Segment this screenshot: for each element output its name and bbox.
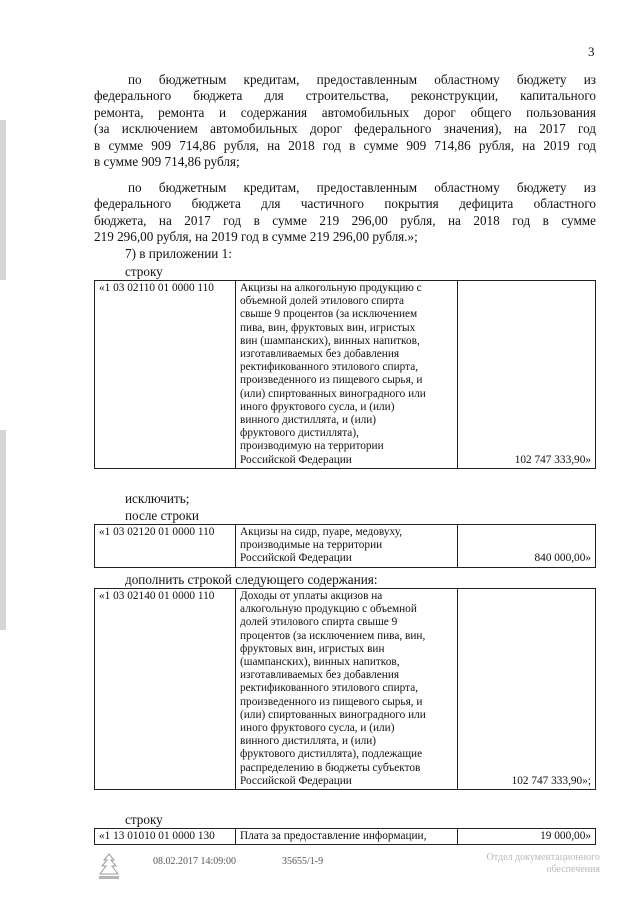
amount-cell: 102 747 333,90»; [458, 589, 596, 790]
amount-cell: 102 747 333,90» [458, 281, 596, 469]
paragraph-road-credits [94, 72, 596, 170]
label-exclude: исключить; [125, 491, 190, 506]
cell-text-line: Российской Федерации [240, 552, 352, 565]
cell-text-line: ректификованного этилового спирта, [240, 361, 419, 374]
cell-text-line: фруктовых вин, игристых вин [240, 642, 385, 655]
income-table-row-cider [94, 524, 596, 568]
cell-text-line: изготавливаемых без добавления [240, 669, 400, 682]
label-row: строку [125, 264, 163, 279]
income-name-cell [236, 589, 458, 790]
table-row [95, 525, 596, 568]
text-line: по бюджетным кредитам, предоставленным областному бюджету из [128, 72, 596, 87]
table-row [95, 829, 596, 845]
income-table-row-info-fee [94, 828, 596, 845]
cell-text-line: распределению в бюджеты субъектов [240, 761, 421, 774]
cell-text-line: винного дистиллята, и (или) [240, 735, 377, 748]
cell-text-line: долей этилового спирта свыше 9 [240, 616, 398, 629]
scan-margin-mark [0, 120, 6, 280]
cell-text-line: произведенного из пищевого сырья, и [240, 374, 423, 387]
table-row [95, 589, 596, 790]
cell-text-line: производимые на территории [240, 539, 383, 552]
cell-text-line: объемной долей этилового спирта [240, 295, 404, 308]
cell-text-line: Акцизы на сидр, пуаре, медовуху, [240, 526, 403, 538]
cell-text-line: (или) спиртованных виноградного или [240, 387, 426, 400]
paragraph-deficit-credits [94, 180, 596, 246]
kbk-code-cell: «1 13 01010 01 0000 130 [95, 829, 236, 845]
text-line: бюджета, на 2017 год в сумме 219 296,00 рубля, на 2018 год в сумме [94, 212, 596, 228]
cell-text-line: Акцизы на алкогольную продукцию с [240, 282, 422, 294]
cell-text-line: изготавливаемых без добавления [240, 348, 400, 361]
kbk-code-cell: «1 03 02120 01 0000 110 [95, 525, 236, 568]
label-row: строку [125, 812, 163, 827]
cell-text-line: ректификованного этилового спирта, [240, 682, 419, 695]
text-line: в сумме 909 714,86 рубля; [94, 154, 240, 170]
cell-text-line: иного фруктового сусла, и (или) [240, 722, 395, 735]
text-line: (за исключением автомобильных дорог федерального значения), на 2017 год [94, 121, 596, 137]
item-7-heading: 7) в приложении 1: [125, 246, 232, 261]
label-add-row: дополнить строкой следующего содержания: [125, 572, 378, 587]
table-row [95, 281, 596, 469]
cell-text-line: пива, вин, фруктовых вин, игристых [240, 321, 416, 334]
cell-text-line: процентов (за исключением пива, вин, [240, 629, 426, 642]
cell-text-line: производимую на территории [240, 440, 384, 453]
income-table-row-excise-alcohol [94, 280, 596, 469]
text-line: федерального бюджета для частичного покрытия дефицита областного [94, 196, 596, 212]
income-name-cell [236, 281, 458, 469]
cell-text-line: фруктового дистиллята), подлежащие [240, 748, 423, 761]
cell-text-line: Российской Федерации [240, 774, 352, 787]
kbk-code-cell: «1 03 02140 01 0000 110 [95, 589, 236, 790]
cell-text-line: произведенного из пищевого сырья, и [240, 695, 423, 708]
income-name-cell [236, 525, 458, 568]
footer-datetime: 08.02.2017 14:09:00 [153, 856, 237, 867]
cell-text-line: (или) спиртованных виноградного или [240, 708, 426, 721]
cell-text-line: вин (шампанских), винных напитков, [240, 334, 420, 347]
text-line: по бюджетным кредитам, предоставленным областному бюджету из [128, 180, 596, 195]
cell-text-line: свыше 9 процентов (за исключением [240, 308, 418, 321]
cell-text-line: иного фруктового сусла, и (или) [240, 400, 395, 413]
page-number: 3 [588, 44, 595, 59]
cell-text-line: Доходы от уплаты акцизов на [240, 590, 383, 602]
cell-text-line: алкогольную продукцию с объемной [240, 603, 417, 616]
watermark-line: обеспечения [546, 864, 600, 875]
text-line: в сумме 909 714,86 рубля, на 2018 год в сумме 909 714,86 рубля, на 2019 год [94, 137, 596, 153]
amount-cell: 19 000,00» [458, 829, 596, 845]
scan-margin-mark [0, 430, 6, 630]
text-line: ремонта, ремонта и содержания автомобильных дорог общего пользования [94, 104, 596, 120]
cell-text-line: Российской Федерации [240, 453, 352, 466]
watermark-line: Отдел документационного [486, 852, 600, 863]
income-name-cell [236, 829, 458, 845]
department-watermark [470, 852, 600, 876]
cell-text-line: винного дистиллята, и (или) [240, 414, 377, 427]
cell-text-line: Плата за предоставление информации, [240, 830, 427, 842]
amount-cell: 840 000,00» [458, 525, 596, 568]
label-after-row: после строки [125, 508, 199, 523]
cell-text-line: фруктового дистиллята), [240, 427, 359, 440]
text-line: федерального бюджета для строительства, реконструкции, капитального [94, 88, 596, 104]
cell-text-line: (шампанских), винных напитков, [240, 656, 400, 669]
registration-stamp-icon [96, 852, 122, 882]
text-line: 219 296,00 рубля, на 2019 год в сумме 219 296,00 рубля.»; [94, 229, 418, 245]
income-table-row-excise-distribution [94, 588, 596, 790]
kbk-code-cell: «1 03 02110 01 0000 110 [95, 281, 236, 469]
footer-document-id: 35655/1-9 [282, 856, 324, 867]
